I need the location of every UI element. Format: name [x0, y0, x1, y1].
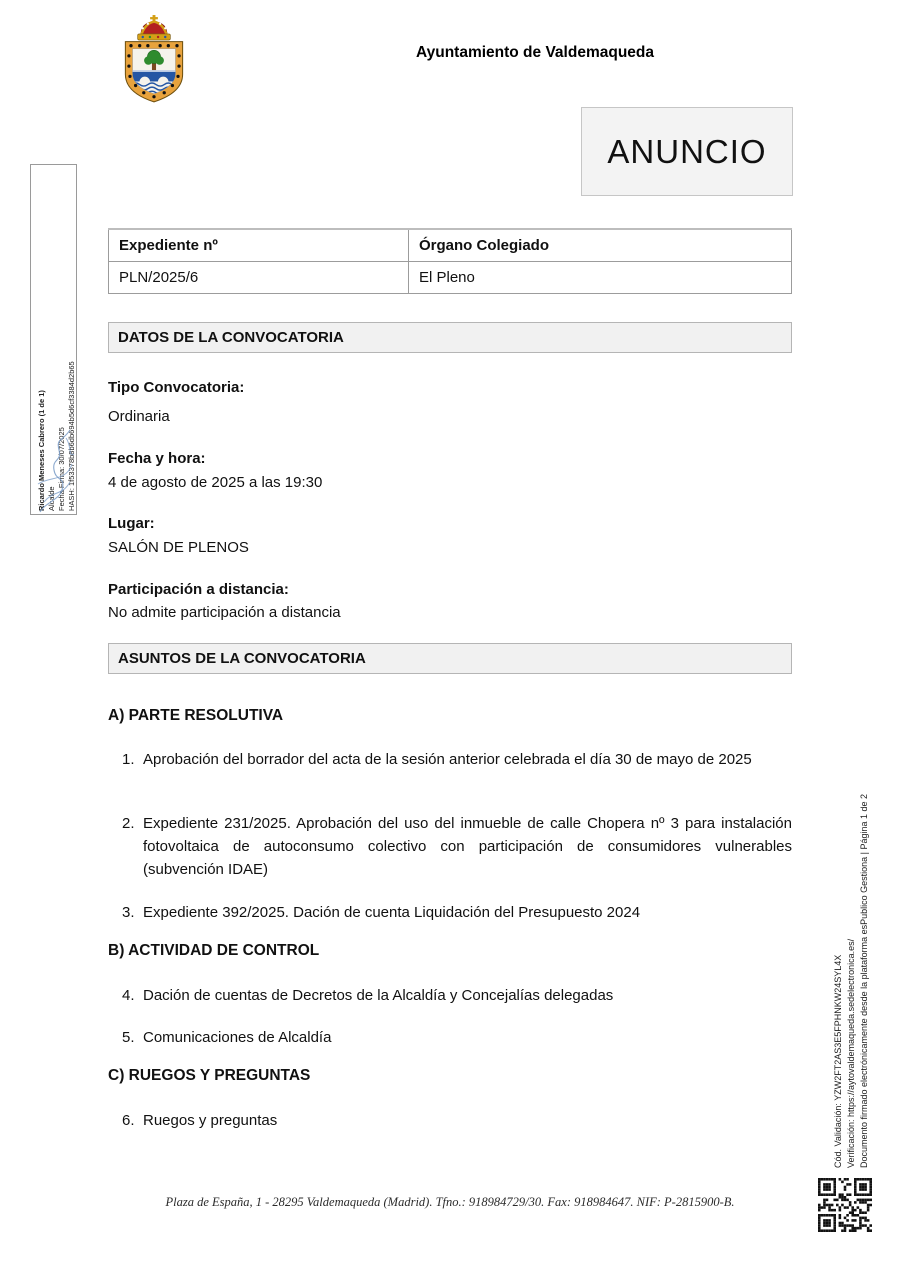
- agenda-item-text: Comunicaciones de Alcaldía: [143, 1029, 332, 1046]
- agenda-item-number: 6.: [122, 1112, 135, 1129]
- agenda-item-6: [122, 1109, 792, 1132]
- agenda-item-4: [122, 984, 792, 1007]
- verification-url: Verificación: https://aytovaldemaqueda.sedelectronica.es/: [846, 938, 856, 1168]
- expediente-header-cell: Expediente nº: [109, 229, 409, 261]
- expediente-table: [108, 228, 792, 294]
- agenda-item-text: Aprobación del borrador del acta de la sesión anterior celebrada el día 30 de mayo de 2025: [143, 751, 752, 768]
- agenda-item-number: 3.: [122, 904, 135, 921]
- agenda-item-text: Dación de cuentas de Decretos de la Alcaldía y Concejalías delegadas: [143, 987, 614, 1004]
- signature-scribble-icon: [32, 424, 78, 516]
- signature-date: Fecha Firma: 30/07/2025: [57, 427, 66, 511]
- group-heading-actividad-control: B) ACTIVIDAD DE CONTROL: [108, 942, 320, 959]
- signer-role: Alcalde: [47, 486, 56, 511]
- section-datos-convocatoria: [108, 322, 792, 353]
- agenda-item-number: 1.: [122, 751, 135, 768]
- agenda-item-3: [122, 901, 792, 924]
- section-datos-title: DATOS DE LA CONVOCATORIA: [118, 329, 344, 346]
- validation-stamp-text: [832, 783, 871, 1168]
- qr-code: [818, 1178, 872, 1232]
- table-data-row: [109, 261, 792, 293]
- field-label-participacion: Participación a distancia:: [108, 581, 289, 598]
- signature-hash: HASH: 1f53378b8b6db694b5d6cf3384d2b65: [67, 361, 76, 511]
- agenda-item-number: 2.: [122, 815, 135, 832]
- agenda-item-text: Expediente 231/2025. Aprobación del uso del inmueble de calle Chopera nº 3 para instalación fotovoltaica de autoconsumo colectivo con participación de consumidores vulnerables (subvención IDAE): [143, 815, 792, 878]
- group-heading-parte-resolutiva: A) PARTE RESOLUTIVA: [108, 707, 284, 724]
- table-header-row: [109, 229, 792, 261]
- handwritten-signature: [32, 424, 78, 516]
- page-title: Ayuntamiento de Valdemaqueda: [415, 44, 654, 61]
- agenda-item-number: 5.: [122, 1029, 135, 1046]
- organo-header-cell: Órgano Colegiado: [409, 229, 792, 261]
- organo-value-cell: El Pleno: [409, 261, 792, 293]
- section-asuntos-title: ASUNTOS DE LA CONVOCATORIA: [118, 650, 366, 667]
- section-asuntos-convocatoria: [108, 643, 792, 674]
- agenda-item-5: [122, 1026, 792, 1049]
- agenda-item-text: Ruegos y preguntas: [143, 1112, 278, 1129]
- signed-document-note: Documento firmado electrónicamente desde la plataforma esPublico Gestiona | Página 1 de 2: [859, 793, 869, 1168]
- field-label-tipo: Tipo Convocatoria:: [108, 379, 245, 396]
- anuncio-title-box: [581, 107, 793, 196]
- qr-code-icon: [818, 1178, 872, 1232]
- field-value-fecha: 4 de agosto de 2025 a las 19:30: [108, 474, 323, 491]
- field-label-fecha: Fecha y hora:: [108, 450, 206, 467]
- agenda-item-2: [122, 812, 792, 881]
- field-value-lugar: SALÓN DE PLENOS: [108, 539, 249, 556]
- agenda-item-text: Expediente 392/2025. Dación de cuenta Liquidación del Presupuesto 2024: [143, 904, 641, 921]
- agenda-item-number: 4.: [122, 987, 135, 1004]
- group-heading-ruegos-preguntas: C) RUEGOS Y PREGUNTAS: [108, 1067, 311, 1084]
- footer-address: Plaza de España, 1 - 28295 Valdemaqueda (Madrid). Tfno.: 918984729/30. Fax: 918984647. NIF: P-2815900-B.: [165, 1195, 735, 1209]
- field-label-lugar: Lugar:: [108, 515, 155, 532]
- expediente-value-cell: PLN/2025/6: [109, 261, 409, 293]
- signer-name: Ricardo Meneses Cabrero (1 de 1): [37, 390, 46, 511]
- validation-code: Cód. Validación: YZW2FT2AS3E5FPHNKW24SYL4X: [833, 954, 843, 1168]
- field-value-tipo: Ordinaria: [108, 408, 170, 425]
- agenda-item-1: [122, 748, 792, 771]
- field-value-participacion: No admite participación a distancia: [108, 604, 341, 621]
- anuncio-title: ANUNCIO: [607, 132, 767, 170]
